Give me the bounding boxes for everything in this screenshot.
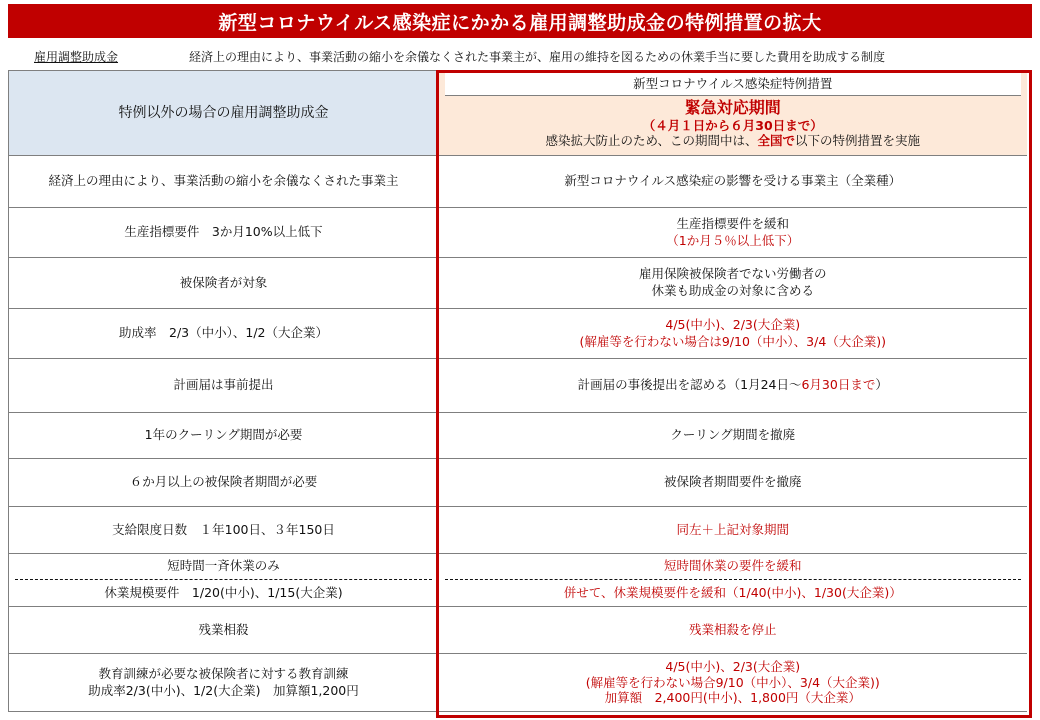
- table-row: [9, 554, 1027, 607]
- row-left-cell: 助成率 2/3（中小）、1/2（大企業）: [9, 309, 439, 359]
- right-bottom-line: 併せて、休業規模要件を緩和（1/40(中小)、1/30(大企業)）: [563, 584, 902, 600]
- table-row: [9, 413, 1027, 459]
- table-row: [9, 507, 1027, 554]
- right-line-red: 加算額 2,400円(中小)、1,800円（大企業）: [604, 690, 861, 706]
- table-row: [9, 459, 1027, 507]
- row-left-cell: 1年のクーリング期間が必要: [9, 413, 439, 459]
- right-text: ）: [875, 377, 888, 393]
- right-line-red: 4/5(中小)、2/3(大企業): [665, 659, 801, 675]
- right-text-red: ＋上記対象期間: [701, 521, 790, 537]
- right-line: 生産指標要件を緩和: [676, 215, 789, 231]
- row-right-cell: 被保険者期間要件を撤廃: [439, 459, 1027, 507]
- table-row: [9, 654, 1027, 712]
- row-left-cell: 生産指標要件 3か月10%以上低下: [9, 208, 439, 258]
- right-line-red: (解雇等を行わない場合9/10（中小）、3/4（大企業)): [585, 674, 880, 690]
- row-right-cell: [439, 654, 1027, 712]
- row-left-cell: [9, 654, 439, 712]
- special-measures-header: [439, 71, 1027, 156]
- row-right-cell: 新型コロナウイルス感染症の影響を受ける事業主（全業種）: [439, 156, 1027, 208]
- emergency-period-title: 緊急対応期間: [684, 98, 781, 118]
- special-measures-title: 新型コロナウイルス感染症特例措置: [445, 73, 1021, 96]
- right-line-red: (解雇等を行わない場合は9/10（中小）、3/4（大企業)): [579, 333, 887, 349]
- table-row: [9, 607, 1027, 654]
- row-right-cell: 残業相殺を停止: [439, 607, 1027, 654]
- desc-before: 感染拡大防止のため、この期間中は、: [545, 133, 758, 149]
- row-left-cell: 被保険者が対象: [9, 258, 439, 309]
- table-row: [9, 359, 1027, 413]
- page-title: 新型コロナウイルス感染症にかかる雇用調整助成金の特例措置の拡大: [8, 4, 1032, 38]
- row-right-cell: [439, 309, 1027, 359]
- table-row: [9, 156, 1027, 208]
- row-left-cell: ６か月以上の被保険者期間が必要: [9, 459, 439, 507]
- row-left-cell: 計画届は事前提出: [9, 359, 439, 413]
- emergency-description: [445, 133, 1021, 149]
- right-text-red: 6月30日まで: [801, 377, 876, 393]
- row-right-cell: [439, 359, 1027, 413]
- right-line-red: （1か月５％以上低下）: [666, 232, 800, 248]
- right-line: 休業も助成金の対象に含める: [651, 283, 814, 298]
- left-bottom-line: 休業規模要件 1/20(中小)、1/15(大企業): [104, 584, 343, 600]
- desc-after: 以下の特例措置を実施: [795, 133, 921, 149]
- table-row: [9, 208, 1027, 258]
- normal-subsidy-header: 特例以外の場合の雇用調整助成金: [9, 71, 439, 156]
- definition-text: 経済上の理由により、事業活動の縮小を余儀なくされた事業主が、雇用の維持を図るための休業手当に要した費用を助成する制度: [189, 49, 886, 64]
- row-right-cell: クーリング期間を撤廃: [439, 413, 1027, 459]
- left-top-line: 短時間一斉休業のみ: [15, 554, 432, 580]
- row-left-cell: 経済上の理由により、事業活動の縮小を余儀なくされた事業主: [9, 156, 439, 208]
- right-line-red: 4/5(中小)、2/3(大企業): [665, 316, 801, 332]
- row-right-cell: [439, 258, 1027, 309]
- row-right-cell: [439, 507, 1027, 554]
- right-line: 雇用保険被保険者でない労働者の: [638, 266, 827, 282]
- right-text: 計画届の事後提出を認める（1月24日～: [577, 377, 802, 393]
- row-left-cell: [9, 554, 439, 607]
- row-right-cell: [439, 208, 1027, 258]
- row-left-cell: 支給限度日数 １年100日、３年150日: [9, 507, 439, 554]
- desc-keyword: 全国で: [757, 133, 795, 149]
- table-header-row: [9, 71, 1027, 156]
- right-top-line: 短時間休業の要件を緩和: [445, 554, 1021, 580]
- definition-line: [34, 46, 1024, 66]
- left-line: 教育訓練が必要な被保険者に対する教育訓練: [98, 665, 349, 681]
- definition-term: 雇用調整助成金: [34, 49, 119, 64]
- table-row: [9, 258, 1027, 309]
- comparison-table: [8, 70, 1027, 712]
- left-line: 助成率2/3(中小)、1/2(大企業) 加算額1,200円: [88, 682, 359, 698]
- right-text-red: 同左: [676, 521, 702, 537]
- row-right-cell: [439, 554, 1027, 607]
- emergency-period-dates: （４月１日から６月30日まで）: [642, 117, 823, 133]
- row-left-cell: 残業相殺: [9, 607, 439, 654]
- table-row: [9, 309, 1027, 359]
